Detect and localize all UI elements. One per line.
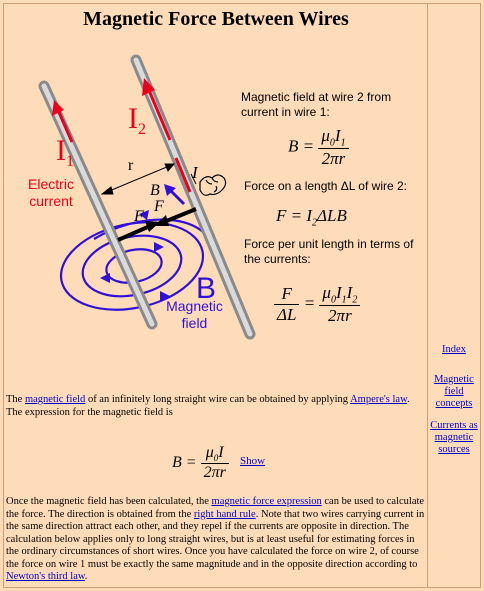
force-description: Force on a length ΔL of wire 2: bbox=[244, 179, 407, 193]
field-formula: B = $\frac{\mu_0I_1}{2\pi r}$ bbox=[288, 126, 349, 169]
r-label: r bbox=[128, 157, 134, 174]
newtons-third-law-link[interactable]: Newton's third law bbox=[6, 571, 85, 582]
sidebar-field-concepts-link[interactable]: Magnetic field concepts bbox=[434, 374, 474, 409]
field-description: Magnetic field at wire 2 from current in wire 1: bbox=[241, 90, 392, 119]
page-title: Magnetic Force Between Wires bbox=[83, 8, 349, 30]
magnetic-force-link[interactable]: magnetic force expression bbox=[211, 496, 322, 507]
b-arrow bbox=[164, 184, 184, 204]
magnetic-field-link[interactable]: magnetic field bbox=[24, 394, 86, 405]
sidebar-current-sources-link[interactable]: Currents as magnetic sources bbox=[430, 420, 478, 455]
b-big-label: B bbox=[196, 272, 217, 305]
intro-paragraph: The magnetic field of an infinitely long straight wire can be obtained by applying Ampere's law. The expression for the magnetic field is bbox=[6, 394, 410, 418]
f-label-lower: F bbox=[134, 208, 144, 225]
b-small-label: B bbox=[150, 182, 160, 199]
i2-label: $I_2$ bbox=[128, 102, 146, 138]
force-paragraph: Once the magnetic field has been calculated, the magnetic force expression can be used to calculate the force. The direction is obtained from the right hand rule. Note that two wires carrying current in the same direction attract each other, and they repel if the currents are opposite in direction. The calculation below applies only to long straight wires, but is at least useful for estimating forces in the ordinary circumstances of short wires. Once you have calculated the force on wire 2, of course the force on wire 1 must be exactly the same magnitude and in the opposite direction according to Newton's third law. bbox=[6, 496, 425, 582]
force-formula: $F = I_2\Delta LB$ bbox=[276, 206, 347, 229]
per-length-formula: $\frac{F}{\Delta L}$ = $\frac{\mu_0I_1I_2}{2\pi r}$ bbox=[274, 283, 360, 326]
wire-field-formula: B = $\frac{\mu_0I}{2\pi r}$ bbox=[172, 444, 229, 482]
right-hand-rule-link[interactable]: right hand rule bbox=[193, 508, 256, 520]
electric-current-label: Electric current bbox=[28, 176, 74, 209]
i-label: I bbox=[192, 163, 198, 182]
amperes-law-link[interactable]: Ampere's law bbox=[350, 394, 407, 405]
show-link[interactable]: Show bbox=[240, 455, 266, 467]
magnetic-field-label: Magnetic field bbox=[166, 298, 223, 331]
f-label-upper: F bbox=[154, 198, 164, 215]
sidebar-index-link[interactable]: Index bbox=[442, 344, 466, 355]
r-dimension bbox=[102, 164, 174, 194]
i1-label: $I_1$ bbox=[56, 134, 74, 170]
right-hand-icon bbox=[200, 175, 226, 195]
per-length-description: Force per unit length in terms of the currents: bbox=[244, 237, 414, 266]
sidebar bbox=[429, 4, 479, 587]
main-content bbox=[4, 4, 428, 587]
